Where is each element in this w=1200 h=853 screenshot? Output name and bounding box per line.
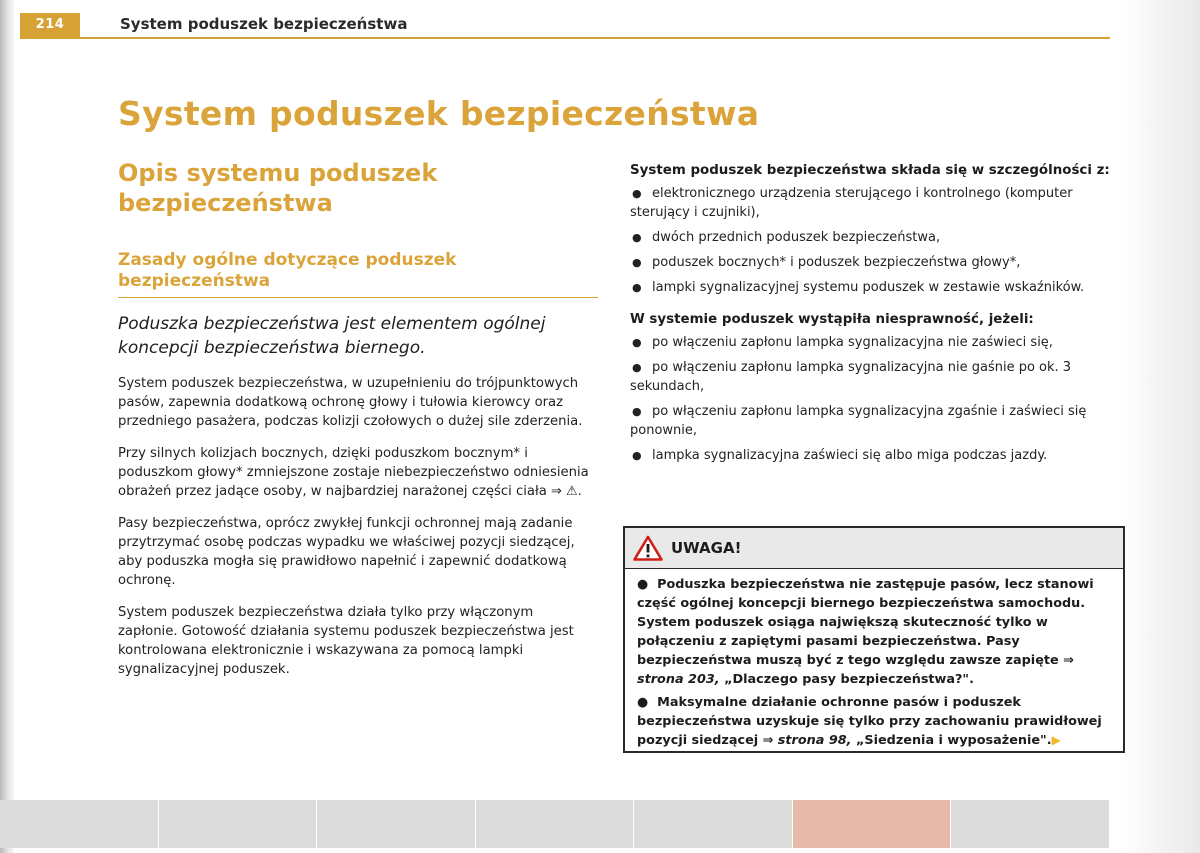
list-item: ● elektronicznego urządzenia sterującego i kontrolnego (komputer sterujący i czujniki),: [630, 186, 1073, 220]
list-item: ● poduszek bocznych* i poduszek bezpieczeństwa głowy*,: [632, 255, 1021, 270]
list-item: ● dwóch przednich poduszek bezpieczeństwa,: [632, 230, 941, 245]
bullet-icon: ●: [632, 336, 642, 349]
chapter-tab[interactable]: [476, 800, 635, 848]
list-item: ● lampki sygnalizacyjnej systemu poduszek w zestawie wskaźników.: [632, 280, 1085, 295]
lead-paragraph: Poduszka bezpieczeństwa jest elementem ogólnej koncepcji bezpieczeństwa biernego.: [118, 314, 546, 358]
chapter-tab[interactable]: [634, 800, 793, 848]
page-header: [20, 13, 1110, 39]
warning-triangle-icon: [633, 535, 663, 561]
subsection-title: Zasady ogólne dotyczące poduszek bezpieczeństwa: [118, 250, 598, 298]
components-heading: System poduszek bezpieczeństwa składa się w szczególności z:: [630, 163, 1110, 178]
page-edge-shadow: [1120, 0, 1200, 853]
continue-arrow-icon: ▶: [1051, 733, 1061, 747]
section-title: Opis systemu poduszek bezpieczeństwa: [118, 159, 438, 217]
warning-reference-link[interactable]: ⇒ ⚠.: [551, 484, 582, 499]
page-203-title: „Dlaczego pasy bezpieczeństwa?".: [724, 672, 974, 687]
chapter-tab[interactable]: [951, 800, 1110, 848]
faults-heading: W systemie poduszek wystąpiła niesprawność, jeżeli:: [630, 312, 1034, 327]
faults-list: [630, 333, 1125, 465]
list-item: ● po włączeniu zapłonu lampka sygnalizacyjna zgaśnie i zaświeci się ponownie,: [630, 404, 1087, 438]
page-203-link[interactable]: ⇒ strona 203,: [637, 653, 1074, 687]
page-number: 214: [20, 13, 80, 37]
bullet-icon: ●: [632, 281, 642, 294]
paragraph-side-collisions: [118, 444, 596, 501]
running-head: System poduszek bezpieczeństwa: [120, 15, 408, 33]
warning-body: [625, 569, 1123, 750]
left-column: [118, 374, 596, 692]
bullet-icon: ●: [637, 577, 649, 592]
paragraph-overview: System poduszek bezpieczeństwa, w uzupełnieniu do trójpunktowych pasów, zapewnia dodatkową ochronę głowy i tułowia kierowcy oraz przedniego pasażera, podczas kolizji czołowych o dużej sile zderzenia.: [118, 376, 583, 429]
bullet-icon: ●: [632, 449, 642, 462]
paragraph-side-collisions-text: Przy silnych kolizjach bocznych, dzięki poduszkom bocznym* i poduszkom głowy* zmniejszone zostaje niebezpieczeństwo odniesienia obrażeń przez jadące osoby, w najbardziej narażonej części ciała: [118, 446, 589, 499]
list-item: ● po włączeniu zapłonu lampka sygnalizacyjna nie gaśnie po ok. 3 sekundach,: [630, 360, 1072, 394]
warning-item-position: ● Maksymalne działanie ochronne pasów i poduszek bezpieczeństwa uzyskuje się tylko przy zachowaniu prawidłowej pozycji siedzącej ⇒ strona 98, „Siedzenia i wyposażenie".▶: [637, 695, 1102, 748]
bullet-icon: ●: [632, 187, 642, 200]
bullet-icon: ●: [632, 361, 642, 374]
paragraph-belts: Pasy bezpieczeństwa, oprócz zwykłej funkcji ochronnej mają zadanie przytrzymać osobę podczas wypadku we właściwej pozycji siedzącej, aby poduszka mogła się prawidłowo napełnić i zapewnić dodatkową ochronę.: [118, 516, 575, 588]
right-column: [630, 162, 1125, 471]
main-title: System poduszek bezpieczeństwa: [118, 94, 760, 133]
chapter-tab[interactable]: [317, 800, 476, 848]
chapter-tab-active[interactable]: [793, 800, 952, 848]
chapter-tab[interactable]: [0, 800, 159, 848]
list-item: ● po włączeniu zapłonu lampka sygnalizacyjna nie zaświeci się,: [632, 335, 1053, 350]
chapter-tabs: [0, 800, 1110, 848]
bullet-icon: ●: [637, 695, 649, 710]
page-98-title: „Siedzenia i wyposażenie".: [855, 733, 1052, 748]
warning-item-belts: ● Poduszka bezpieczeństwa nie zastępuje pasów, lecz stanowi część ogólnej koncepcji biernego bezpieczeństwa samochodu. System poduszek osiąga największą skuteczność tylko w połączeniu z zapiętymi pasami bezpieczeństwa. Pasy bezpieczeństwa muszą być z tego względu zawsze zapięte ⇒ strona 203, „Dlaczego pasy bezpieczeństwa?".: [637, 577, 1094, 687]
list-item: ● lampka sygnalizacyjna zaświeci się albo miga podczas jazdy.: [632, 448, 1048, 463]
warning-header: [625, 528, 1123, 569]
components-list: [630, 184, 1125, 297]
bullet-icon: ●: [632, 256, 642, 269]
page-binding-edge: [0, 0, 14, 853]
warning-title: UWAGA!: [671, 539, 742, 557]
bullet-icon: ●: [632, 231, 642, 244]
page-98-link[interactable]: ⇒ strona 98,: [762, 733, 852, 748]
chapter-tab[interactable]: [159, 800, 318, 848]
paragraph-ignition: System poduszek bezpieczeństwa działa tylko przy włączonym zapłonie. Gotowość działania systemu poduszek bezpieczeństwa jest kontrolowana elektronicznie i wskazywana za pomocą lampki sygnalizacyjnej poduszek.: [118, 605, 574, 677]
warning-box: [623, 526, 1125, 753]
bullet-icon: ●: [632, 405, 642, 418]
